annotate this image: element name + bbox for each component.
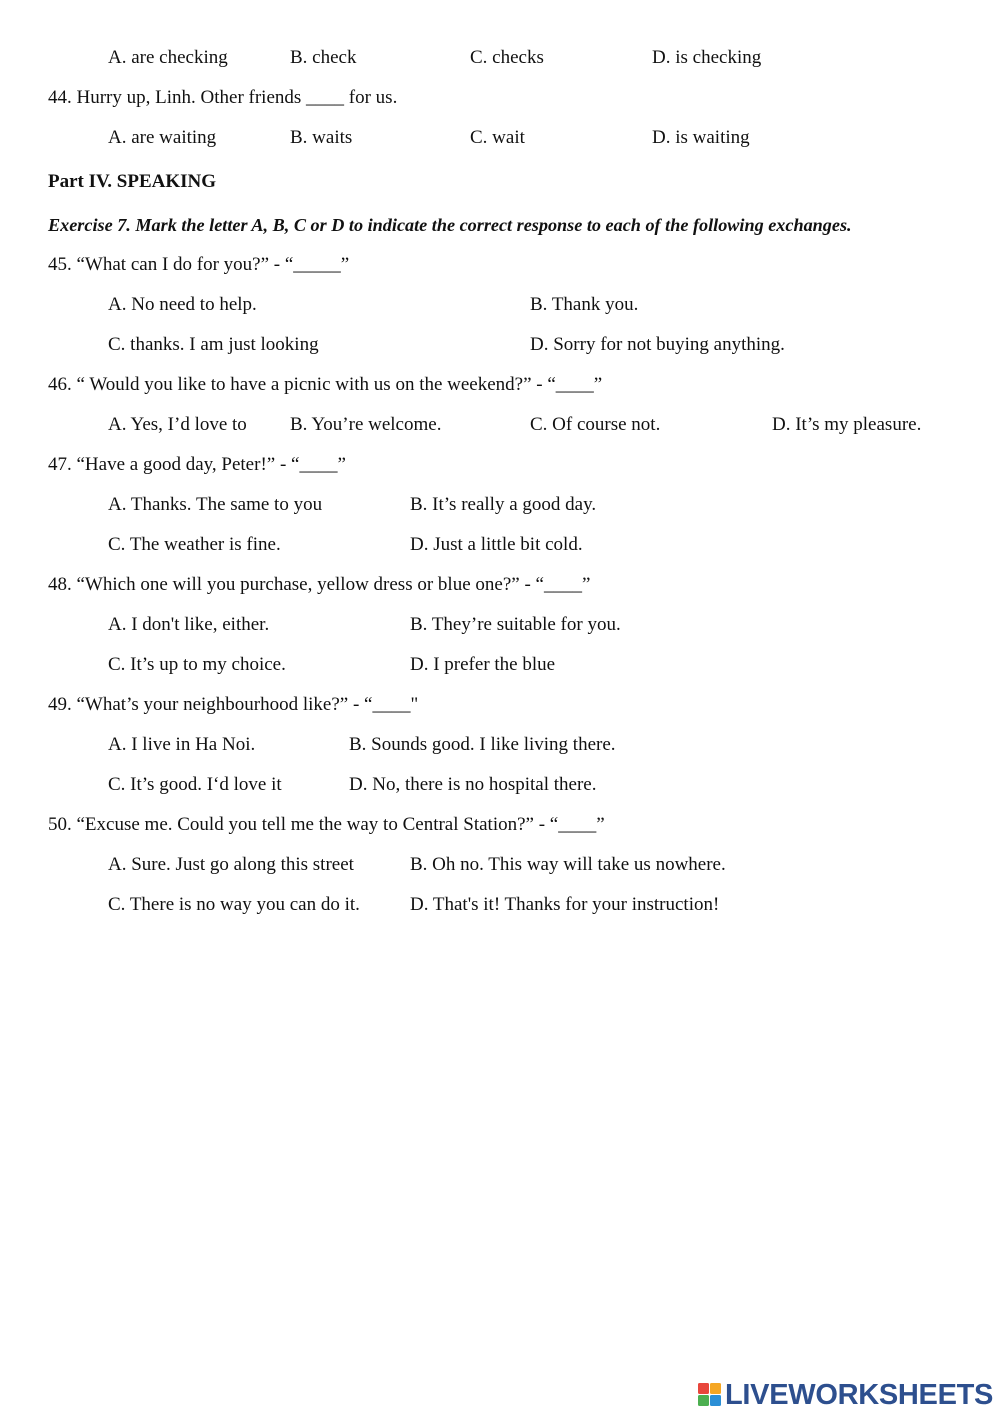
q49-option-a[interactable]: A. I live in Ha Noi. — [108, 734, 256, 755]
q43-option-b[interactable]: B. check — [290, 47, 357, 68]
q43-option-d[interactable]: D. is checking — [652, 47, 762, 68]
q45-option-b[interactable]: B. Thank you. — [530, 294, 639, 315]
q48-option-c[interactable]: C. It’s up to my choice. — [108, 654, 286, 675]
q45-prompt: 45. “What can I do for you?” - “_____” — [48, 254, 350, 275]
q49-option-d[interactable]: D. No, there is no hospital there. — [349, 774, 597, 795]
q50-option-c[interactable]: C. There is no way you can do it. — [108, 894, 360, 915]
q49-option-b[interactable]: B. Sounds good. I like living there. — [349, 734, 616, 755]
q47-option-d[interactable]: D. Just a little bit cold. — [410, 534, 583, 555]
q46-option-c[interactable]: C. Of course not. — [530, 414, 661, 435]
q46-option-a[interactable]: A. Yes, I’d love to — [108, 414, 247, 435]
q44-option-a[interactable]: A. are waiting — [108, 127, 217, 148]
exercise-heading: Exercise 7. Mark the letter A, B, C or D to indicate the correct response to each of the following exchanges. — [48, 215, 852, 235]
q50-option-d[interactable]: D. That's it! Thanks for your instruction! — [410, 894, 720, 915]
q45-option-c[interactable]: C. thanks. I am just looking — [108, 334, 319, 355]
q50-option-a[interactable]: A. Sure. Just go along this street — [108, 854, 354, 875]
q44-prompt: 44. Hurry up, Linh. Other friends ____ for us. — [48, 87, 398, 108]
q43-option-c[interactable]: C. checks — [470, 47, 544, 68]
q48-option-d[interactable]: D. I prefer the blue — [410, 654, 556, 675]
liveworksheets-logo-text: LIVEWORKSHEETS — [725, 1378, 994, 1411]
q44-option-d[interactable]: D. is waiting — [652, 127, 750, 148]
q47-option-c[interactable]: C. The weather is fine. — [108, 534, 281, 555]
q44-option-b[interactable]: B. waits — [290, 127, 353, 148]
q43-option-a[interactable]: A. are checking — [108, 47, 228, 68]
q46-option-b[interactable]: B. You’re welcome. — [290, 414, 442, 435]
q45-option-d[interactable]: D. Sorry for not buying anything. — [530, 334, 785, 355]
q50-prompt: 50. “Excuse me. Could you tell me the way to Central Station?” - “____” — [48, 814, 605, 835]
q46-prompt: 46. “ Would you like to have a picnic with us on the weekend?” - “____” — [48, 374, 603, 395]
q48-option-b[interactable]: B. They’re suitable for you. — [410, 614, 621, 635]
q47-option-a[interactable]: A. Thanks. The same to you — [108, 494, 323, 515]
q47-option-b[interactable]: B. It’s really a good day. — [410, 494, 597, 515]
part-heading: Part IV. SPEAKING — [48, 171, 217, 192]
q49-prompt: 49. “What’s your neighbourhood like?” - “____" — [48, 694, 419, 715]
q44-option-c[interactable]: C. wait — [470, 127, 525, 148]
q47-prompt: 47. “Have a good day, Peter!” - “____” — [48, 454, 346, 475]
q50-option-b[interactable]: B. Oh no. This way will take us nowhere. — [410, 854, 726, 875]
q45-option-a[interactable]: A. No need to help. — [108, 294, 257, 315]
liveworksheets-logo-icon — [697, 1381, 723, 1409]
q49-option-c[interactable]: C. It’s good. I‘d love it — [108, 774, 282, 795]
liveworksheets-logo — [697, 1378, 993, 1412]
q48-prompt: 48. “Which one will you purchase, yellow dress or blue one?” - “____” — [48, 574, 591, 595]
q48-option-a[interactable]: A. I don't like, either. — [108, 614, 270, 635]
q46-option-d[interactable]: D. It’s my pleasure. — [772, 414, 922, 435]
